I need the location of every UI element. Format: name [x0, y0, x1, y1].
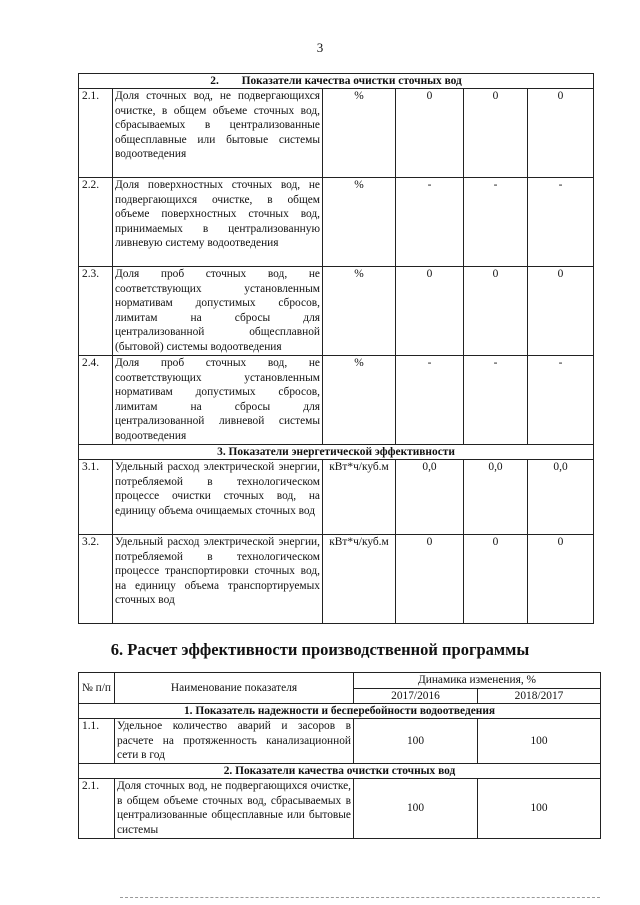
- table-row: [79, 356, 594, 445]
- section-2-header-row: [79, 74, 594, 89]
- indicator-name: Доля сточных вод, не подвергающихся очистке, в общем объеме сточных вод, сбрасываемых в централизованные общесплавные или бытовые системы водоотведения: [113, 89, 323, 178]
- header-number: № п/п: [79, 673, 115, 704]
- section-2-title: 2. Показатели качества очистки сточных вод: [79, 764, 601, 779]
- indicator-name: Доля поверхностных сточных вод, не подвергающихся очистке, в общем объеме поверхностных сточных вод, принимаемых в централизованную ливневую систему водоотведения: [113, 178, 323, 267]
- value-cell: 100: [354, 719, 478, 764]
- value-cell: -: [528, 356, 594, 445]
- value-cell: 0: [464, 89, 528, 178]
- indicators-table: [78, 73, 594, 624]
- row-number: 3.1.: [79, 460, 113, 535]
- section-3-header-row: [79, 445, 594, 460]
- row-number: 2.1.: [79, 779, 115, 839]
- table-row: [79, 535, 594, 624]
- page-bottom-edge: [120, 897, 600, 899]
- value-cell: 0,0: [528, 460, 594, 535]
- unit-cell: %: [323, 356, 396, 445]
- value-cell: 0: [396, 267, 464, 356]
- value-cell: -: [464, 178, 528, 267]
- unit-cell: %: [323, 267, 396, 356]
- header-row: [79, 673, 601, 689]
- section-1-title: 1. Показатель надежности и бесперебойности водоотведения: [79, 704, 601, 719]
- row-number: 2.1.: [79, 89, 113, 178]
- indicator-name: Доля проб сточных вод, не соответствующих установленным нормативам допустимых сбросов, лимитам на сбросы для централизованной ливневой системы водоотведения: [113, 356, 323, 445]
- value-cell: 0: [464, 535, 528, 624]
- table-row: [79, 779, 601, 839]
- section-2-header-row: [79, 764, 601, 779]
- value-cell: 100: [478, 779, 601, 839]
- value-cell: 0: [396, 89, 464, 178]
- unit-cell: %: [323, 178, 396, 267]
- indicator-name: Удельный расход электрической энергии, потребляемой в технологическом процессе очистки сточных вод, на единицу объема очищаемых сточных вод: [113, 460, 323, 535]
- indicator-name: Удельное количество аварий и засоров в расчете на протяженность канализационной сети в год: [115, 719, 354, 764]
- table-row: [79, 89, 594, 178]
- value-cell: 0: [528, 535, 594, 624]
- header-dynamics: Динамика изменения, %: [354, 673, 601, 689]
- value-cell: 100: [478, 719, 601, 764]
- value-cell: 0,0: [396, 460, 464, 535]
- value-cell: 0: [528, 89, 594, 178]
- row-number: 1.1.: [79, 719, 115, 764]
- header-name: Наименование показателя: [115, 673, 354, 704]
- row-number: 2.4.: [79, 356, 113, 445]
- section-2-number: 2.: [210, 75, 219, 87]
- unit-cell: %: [323, 89, 396, 178]
- row-number: 3.2.: [79, 535, 113, 624]
- row-number: 2.3.: [79, 267, 113, 356]
- table-row: [79, 267, 594, 356]
- row-number: 2.2.: [79, 178, 113, 267]
- page-number: 3: [316, 40, 324, 55]
- section-2-title: Показатели качества очистки сточных вод: [241, 75, 462, 87]
- table-row: [79, 178, 594, 267]
- value-cell: -: [396, 356, 464, 445]
- efficiency-table: [78, 672, 601, 839]
- section-3-title: 3. Показатели энергетической эффективности: [79, 445, 594, 460]
- section-heading: 6. Расчет эффективности производственной программы: [110, 640, 530, 659]
- value-cell: -: [396, 178, 464, 267]
- indicator-name: Удельный расход электрической энергии, потребляемой в технологическом процессе транспортировки сточных вод, на единицу объема транспортируемых сточных вод: [113, 535, 323, 624]
- header-col-2017-2016: 2017/2016: [354, 688, 478, 704]
- indicator-name: Доля проб сточных вод, не соответствующих установленным нормативам допустимых сбросов, лимитам на сбросы для централизованной общесплавной (бытовой) системы водоотведения: [113, 267, 323, 356]
- unit-cell: кВт*ч/куб.м: [323, 535, 396, 624]
- value-cell: -: [528, 178, 594, 267]
- table-row: [79, 460, 594, 535]
- value-cell: 0: [464, 267, 528, 356]
- unit-cell: кВт*ч/куб.м: [323, 460, 396, 535]
- value-cell: 0: [528, 267, 594, 356]
- value-cell: 0: [396, 535, 464, 624]
- value-cell: 100: [354, 779, 478, 839]
- header-col-2018-2017: 2018/2017: [478, 688, 601, 704]
- section-1-header-row: [79, 704, 601, 719]
- value-cell: 0,0: [464, 460, 528, 535]
- table-row: [79, 719, 601, 764]
- indicator-name: Доля сточных вод, не подвергающихся очистке, в общем объеме сточных вод, сбрасываемых в централизованные общесплавные или бытовые системы: [115, 779, 354, 839]
- value-cell: -: [464, 356, 528, 445]
